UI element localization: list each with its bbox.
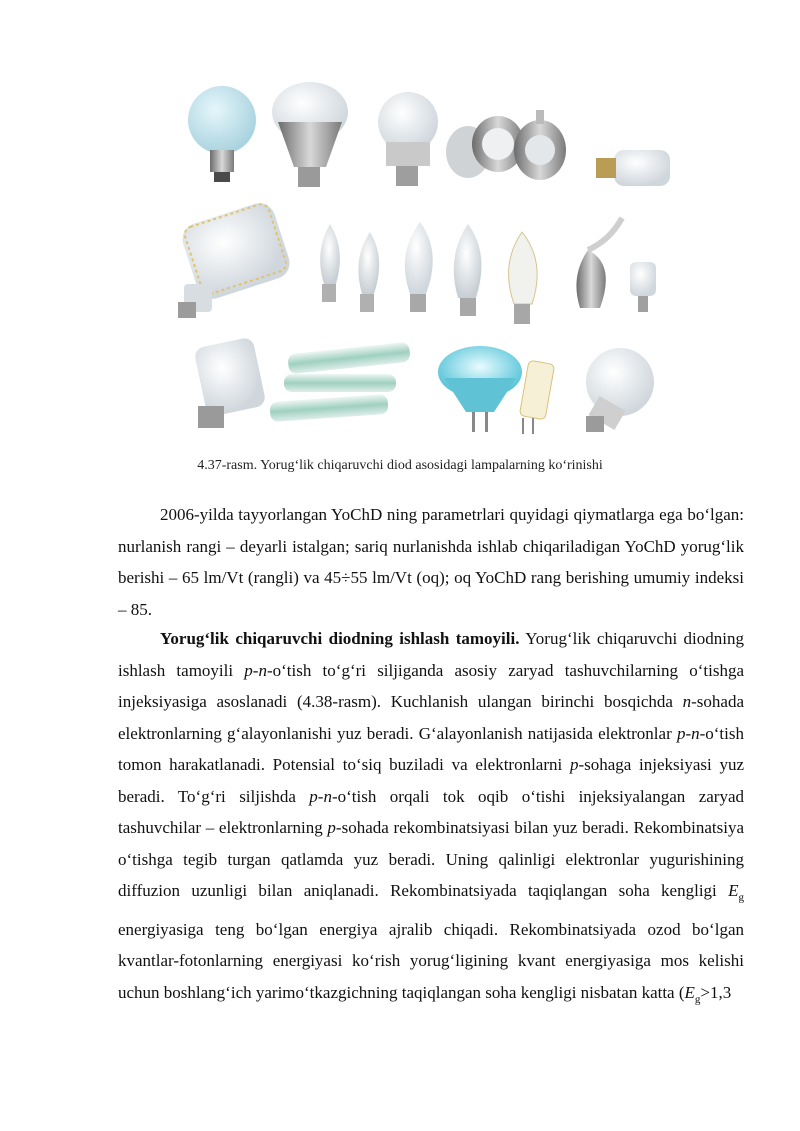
paragraph-parameters: 2006-yilda tayyorlangan YoChD ning parametrlari quyidagi qiymatlarga ega bo‘lgan: nurlanish rangi – deyarli istalgan; sariq nurlanishda ishlab chiqariladigan YoChD yorug‘lik berishi – 65 lm/Vt (rangli) va 45÷55 lm/Vt (oq); oq YoChD rang berishing umumiy indeksi – 85. [118, 505, 744, 619]
bulb-frosted-blue [188, 86, 256, 182]
led-tubes [269, 342, 410, 422]
candle-lamps [320, 218, 656, 324]
bulb-white-tilted [586, 348, 654, 432]
mr16-cup-lamp [438, 346, 522, 432]
bulb-corn-tall [193, 337, 266, 428]
bulb-corn-large [178, 199, 294, 318]
bulb-corn-small [596, 150, 670, 186]
figure-caption: 4.37-rasm. Yorug‘lik chiqaruvchi diod asosidagi lampalarning ko‘rinishi [197, 458, 603, 473]
bulb-heatsink [272, 82, 348, 187]
spotlight-lamps [446, 110, 566, 180]
bulb-white-round [378, 92, 438, 186]
section-heading: Yorug‘lik chiqaruvchi diodning ishlash tamoyili. [160, 629, 520, 648]
g4-capsule-lamp [519, 360, 554, 434]
paragraph-working-principle: Yorug‘lik chiqaruvchi diodning ishlash tamoyili. Yorug‘lik chiqaruvchi diodning ishlash tamoyili p-n-o‘tish to‘g‘ri siljiganda asosiy zaryad tashuvchilarning o‘tishga injeksiyasiga asoslanadi (4.38-rasm). Kuchlanish ulangan birinchi bosqichda n-sohada elektronlarning g‘alayonlanishi yuz beradi. G‘alayonlanish natijasida elektronlar p-n-o‘tish tomon harakatlanadi. Potensial to‘siq buziladi va elektronlarni p-sohaga injeksiyasi yuz beradi. To‘g‘ri siljishda p-n-o‘tish orqali tok oqib o‘tishi injeksiyalangan zaryad tashuvchilar – elektronlarning p-sohada rekombinatsiyasi bilan yuz beradi. Rekombinatsiya o‘tishga tegib turgan qatlamda yuz beradi. Uning qalinligi elektronlar yugurishining diffuzion uzunligi bilan aniqlanadi. Rekombinatsiyada taqiqlangan soha kengligi $E_g$ energiyasiga teng bo‘lgan energiya ajralib chiqadi. Rekombinatsiyada ozod bo‘lgan kvantlar-fotonlarning energiyasi ko‘rish yorug‘ligining kvant energiyasiga mos kelishi uchun boshlang‘ich yarimo‘tkazgichning taqiqlangan soha kengligi nisbatan katta ($E_g>1,3$ [118, 629, 745, 1006]
led-lamps-figure [160, 72, 680, 442]
